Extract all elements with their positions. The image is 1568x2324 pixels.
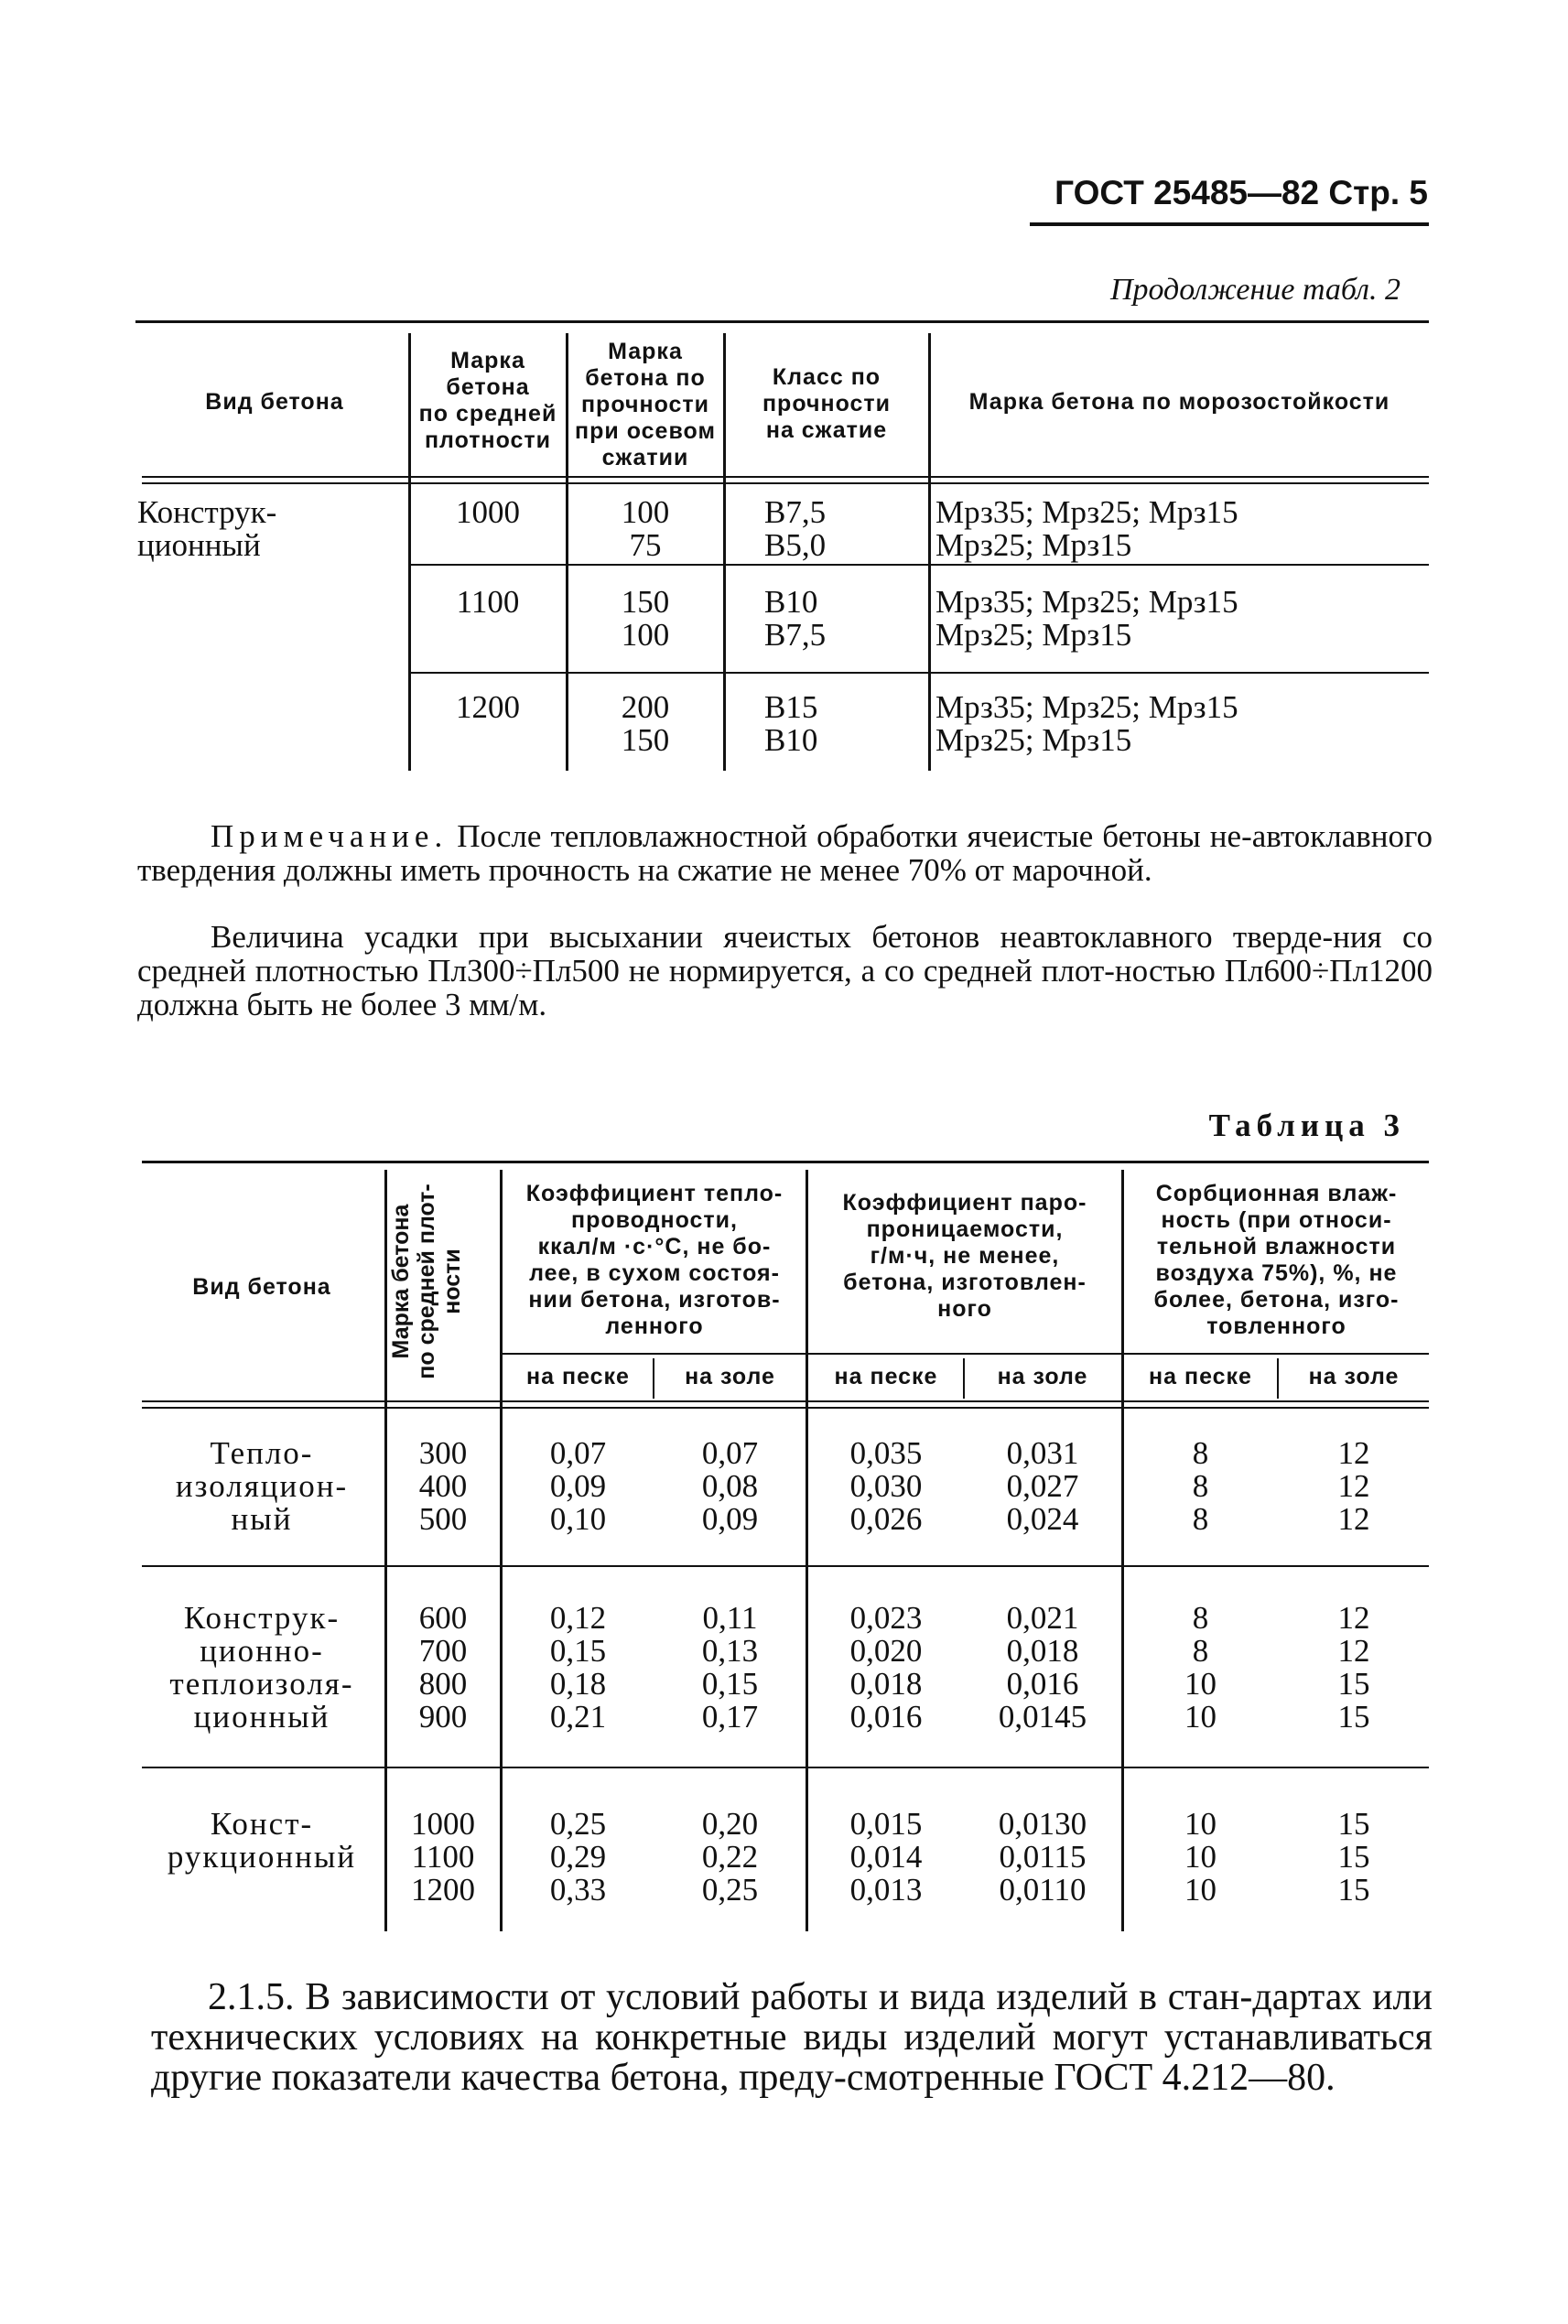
t3-subheader-thermal-ash: на золе (685, 1364, 775, 1389)
t3-header-vapor: Коэффициент паро- проницаемости, г/м·ч, не менее, бетона, изготовлен- ного (842, 1190, 1087, 1322)
t3-subheader-vapor-ash: на золе (997, 1364, 1088, 1389)
t3-header-thermal: Коэффициент тепло- проводности, ккал/м ·с·°С, не бо- лее, в сухом состоя- нии бетона, изготов- ленного (525, 1181, 784, 1339)
note-paragraph-2: Величина усадки при высыхании ячеистых бетонов неавтоклавного тверде-ния со средней плотностью Пл300÷Пл500 не нормируется, а со средней плот-ностью Пл600÷Пл1200 должна быть не более 3 мм/м. (137, 919, 1433, 1022)
t3-header-type: Вид бетона (192, 1274, 331, 1300)
table2-caption: Продолжение табл. 2 (1109, 273, 1400, 307)
t2-header-type: Вид бетона (205, 389, 344, 415)
note-text-1: После тепловлажностной обработки ячеистые бетоны не-автоклавного твердения должны иметь прочность на сжатие не менее 70% от марочной. (137, 818, 1433, 888)
note-label: Примечание. (211, 818, 449, 854)
t2-header-density: Марка бетона по средней плотности (418, 348, 557, 453)
t2-header-strength-class: Класс по прочности на сжатие (762, 364, 892, 443)
t3-subheader-thermal-sand: на песке (526, 1364, 630, 1389)
clause-2-1-5: 2.1.5. В зависимости от условий работы и вида изделий в стан-дартах или технических условиях на конкретные виды изделий могут устанавливаться другие показатели качества бетона, преду-смотренные ГОСТ 4.212—80. (151, 1976, 1433, 2099)
t2-header-strength-grade: Марка бетона по прочности при осевом сжатии (575, 339, 716, 470)
t3-subheader-vapor-sand: на песке (834, 1364, 938, 1389)
t3-header-sorption: Сорбционная влаж- ность (при относи- тельной влажности воздуха 75%), %, не более, бетона, изго- товленного (1153, 1181, 1400, 1339)
t2-type-label: Конструк- ционный (137, 494, 277, 563)
header-rule (1030, 222, 1429, 226)
page-header: ГОСТ 25485—82 Стр. 5 (1054, 174, 1428, 211)
t3-subheader-sorption-sand: на песке (1149, 1364, 1252, 1389)
t3-subheader-sorption-ash: на золе (1308, 1364, 1400, 1389)
note-paragraph-1 (137, 819, 1433, 887)
t2-header-frost: Марка бетона по морозостойкости (968, 389, 1390, 415)
t3-header-density: Марка бетона по средней плот- ности (388, 1184, 465, 1379)
table3-caption: Таблица 3 (1208, 1108, 1405, 1143)
